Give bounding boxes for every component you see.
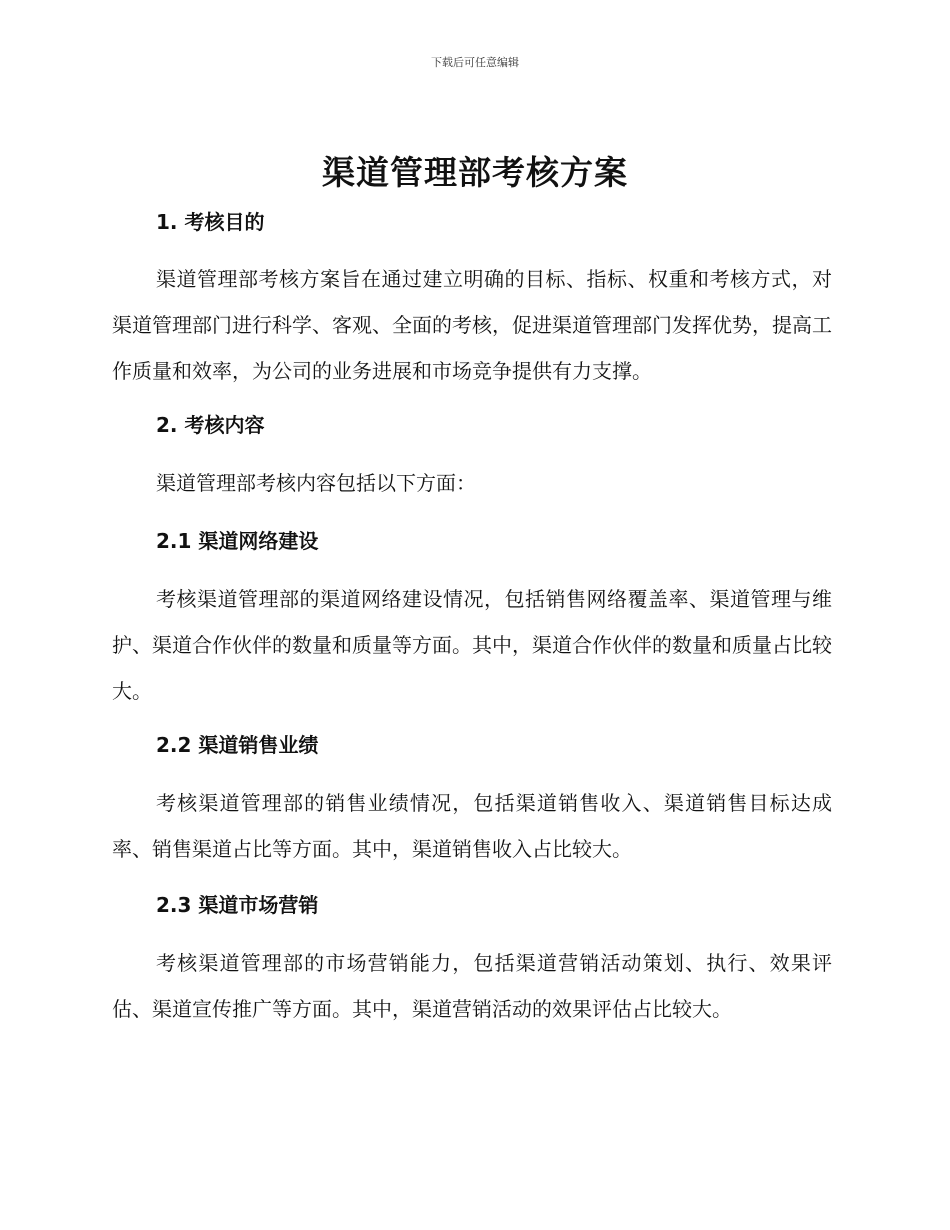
section-heading-purpose: 1. 考核目的 (156, 210, 265, 234)
section-body-channel-network: 考核渠道管理部的渠道网络建设情况，包括销售网络覆盖率、渠道管理与维护、渠道合作伙伴的数量和质量等方面。其中，渠道合作伙伴的数量和质量占比较大。 (112, 587, 832, 703)
section-body-channel-sales: 考核渠道管理部的销售业绩情况，包括渠道销售收入、渠道销售目标达成率、销售渠道占比等方面。其中，渠道销售收入占比较大。 (112, 791, 832, 861)
section-body-channel-marketing: 考核渠道管理部的市场营销能力，包括渠道营销活动策划、执行、效果评估、渠道宣传推广等方面。其中，渠道营销活动的效果评估占比较大。 (112, 951, 832, 1021)
section-heading-content: 2. 考核内容 (156, 413, 265, 437)
document-title: 渠道管理部考核方案 (322, 153, 628, 192)
page-header-note: 下载后可任意编辑 (431, 56, 519, 69)
section-body-content: 渠道管理部考核内容包括以下方面： (156, 471, 476, 495)
section-heading-channel-network: 2.1 渠道网络建设 (156, 529, 319, 553)
section-body-purpose: 渠道管理部考核方案旨在通过建立明确的目标、指标、权重和考核方式，对渠道管理部门进行科学、客观、全面的考核，促进渠道管理部门发挥优势，提高工作质量和效率，为公司的业务进展和市场竞争提供有力支撑。 (112, 267, 832, 383)
section-heading-channel-marketing: 2.3 渠道市场营销 (156, 893, 319, 917)
section-heading-channel-sales: 2.2 渠道销售业绩 (156, 733, 319, 757)
